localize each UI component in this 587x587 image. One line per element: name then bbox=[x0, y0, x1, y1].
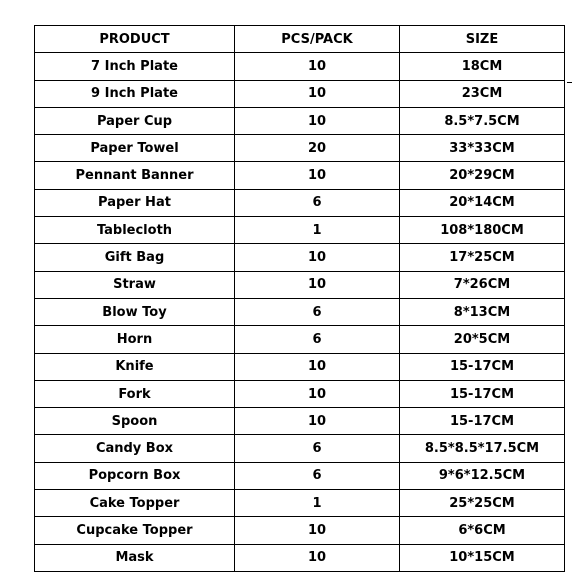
table-row bbox=[35, 490, 565, 517]
product-cell: 9 Inch Plate bbox=[35, 80, 235, 107]
table-row bbox=[35, 408, 565, 435]
size-cell: 8.5*7.5CM bbox=[400, 107, 565, 134]
product-cell: Tablecloth bbox=[35, 217, 235, 244]
product-cell: Pennant Banner bbox=[35, 162, 235, 189]
product-cell: Knife bbox=[35, 353, 235, 380]
size-cell: 33*33CM bbox=[400, 135, 565, 162]
product-cell: Cake Topper bbox=[35, 490, 235, 517]
product-cell: Popcorn Box bbox=[35, 462, 235, 489]
size-cell: 7*26CM bbox=[400, 271, 565, 298]
product-cell: Paper Cup bbox=[35, 107, 235, 134]
size-cell: 17*25CM bbox=[400, 244, 565, 271]
table-row bbox=[35, 189, 565, 216]
header-pcs-pack: PCS/PACK bbox=[235, 26, 400, 53]
table-row bbox=[35, 217, 565, 244]
size-cell: 9*6*12.5CM bbox=[400, 462, 565, 489]
stray-mark bbox=[567, 82, 572, 83]
size-cell: 15-17CM bbox=[400, 380, 565, 407]
pcs-pack-cell: 6 bbox=[235, 462, 400, 489]
product-cell: Straw bbox=[35, 271, 235, 298]
product-cell: Spoon bbox=[35, 408, 235, 435]
product-cell: Cupcake Topper bbox=[35, 517, 235, 544]
size-cell: 108*180CM bbox=[400, 217, 565, 244]
table-row bbox=[35, 271, 565, 298]
table-row bbox=[35, 298, 565, 325]
size-cell: 20*29CM bbox=[400, 162, 565, 189]
product-cell: Gift Bag bbox=[35, 244, 235, 271]
product-cell: Paper Towel bbox=[35, 135, 235, 162]
table-row bbox=[35, 462, 565, 489]
size-cell: 25*25CM bbox=[400, 490, 565, 517]
table-row bbox=[35, 135, 565, 162]
pcs-pack-cell: 1 bbox=[235, 490, 400, 517]
pcs-pack-cell: 6 bbox=[235, 435, 400, 462]
size-cell: 6*6CM bbox=[400, 517, 565, 544]
size-cell: 8.5*8.5*17.5CM bbox=[400, 435, 565, 462]
size-cell: 18CM bbox=[400, 53, 565, 80]
pcs-pack-cell: 10 bbox=[235, 53, 400, 80]
pcs-pack-cell: 6 bbox=[235, 326, 400, 353]
table-row bbox=[35, 107, 565, 134]
header-size: SIZE bbox=[400, 26, 565, 53]
table-row bbox=[35, 544, 565, 571]
pcs-pack-cell: 10 bbox=[235, 544, 400, 571]
table-row bbox=[35, 435, 565, 462]
pcs-pack-cell: 10 bbox=[235, 107, 400, 134]
pcs-pack-cell: 10 bbox=[235, 80, 400, 107]
pcs-pack-cell: 20 bbox=[235, 135, 400, 162]
size-cell: 23CM bbox=[400, 80, 565, 107]
product-cell: Horn bbox=[35, 326, 235, 353]
table-row bbox=[35, 380, 565, 407]
pcs-pack-cell: 10 bbox=[235, 162, 400, 189]
pcs-pack-cell: 10 bbox=[235, 517, 400, 544]
header-product: PRODUCT bbox=[35, 26, 235, 53]
product-cell: Paper Hat bbox=[35, 189, 235, 216]
pcs-pack-cell: 10 bbox=[235, 380, 400, 407]
product-cell: Fork bbox=[35, 380, 235, 407]
table-row bbox=[35, 353, 565, 380]
product-cell: Candy Box bbox=[35, 435, 235, 462]
product-spec-table bbox=[34, 25, 565, 572]
table-row bbox=[35, 326, 565, 353]
pcs-pack-cell: 6 bbox=[235, 189, 400, 216]
size-cell: 15-17CM bbox=[400, 353, 565, 380]
table-row bbox=[35, 517, 565, 544]
product-cell: 7 Inch Plate bbox=[35, 53, 235, 80]
pcs-pack-cell: 10 bbox=[235, 408, 400, 435]
size-cell: 10*15CM bbox=[400, 544, 565, 571]
pcs-pack-cell: 6 bbox=[235, 298, 400, 325]
header-row bbox=[35, 26, 565, 53]
table-row bbox=[35, 244, 565, 271]
size-cell: 20*14CM bbox=[400, 189, 565, 216]
product-cell: Blow Toy bbox=[35, 298, 235, 325]
pcs-pack-cell: 1 bbox=[235, 217, 400, 244]
size-cell: 15-17CM bbox=[400, 408, 565, 435]
pcs-pack-cell: 10 bbox=[235, 271, 400, 298]
size-cell: 20*5CM bbox=[400, 326, 565, 353]
size-cell: 8*13CM bbox=[400, 298, 565, 325]
pcs-pack-cell: 10 bbox=[235, 353, 400, 380]
table-row bbox=[35, 53, 565, 80]
table-row bbox=[35, 162, 565, 189]
pcs-pack-cell: 10 bbox=[235, 244, 400, 271]
table-row bbox=[35, 80, 565, 107]
product-cell: Mask bbox=[35, 544, 235, 571]
